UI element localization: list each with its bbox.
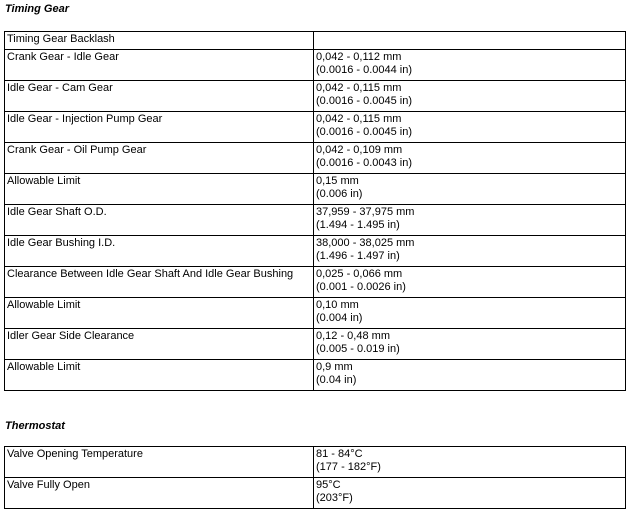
spec-value-imperial: (0.004 in)	[316, 312, 363, 324]
spec-value	[314, 298, 626, 329]
spec-value	[314, 236, 626, 267]
spec-value	[314, 329, 626, 360]
spec-value-imperial: (0.0016 - 0.0045 in)	[316, 95, 413, 107]
section-title-thermostat: Thermostat	[5, 420, 65, 432]
spec-value-imperial: (0.0016 - 0.0044 in)	[316, 64, 413, 76]
spec-value-metric: 38,000 - 38,025 mm	[316, 237, 415, 249]
table-row	[5, 81, 626, 112]
spec-value	[314, 32, 626, 50]
spec-value-imperial: (0.04 in)	[316, 374, 357, 386]
spec-value	[314, 174, 626, 205]
spec-value	[314, 447, 626, 478]
spec-value-imperial: (0.005 - 0.019 in)	[316, 343, 400, 355]
spec-label: Valve Fully Open	[5, 478, 314, 509]
spec-value-metric: 0,042 - 0,109 mm	[316, 144, 403, 156]
spec-value-imperial: (203°F)	[316, 492, 353, 504]
spec-label: Timing Gear Backlash	[5, 32, 314, 50]
spec-label: Idle Gear - Cam Gear	[5, 81, 314, 112]
spec-label: Crank Gear - Idle Gear	[5, 50, 314, 81]
spec-value-metric: 0,10 mm	[316, 299, 359, 311]
spec-value	[314, 81, 626, 112]
spec-label: Idle Gear Bushing I.D.	[5, 236, 314, 267]
spec-value-imperial: (0.0016 - 0.0043 in)	[316, 157, 413, 169]
spec-label: Idle Gear - Injection Pump Gear	[5, 112, 314, 143]
table-row	[5, 447, 626, 478]
spec-value-imperial: (177 - 182°F)	[316, 461, 381, 473]
spec-label: Crank Gear - Oil Pump Gear	[5, 143, 314, 174]
spec-value	[314, 143, 626, 174]
spec-label: Clearance Between Idle Gear Shaft And Idle Gear Bushing	[5, 267, 314, 298]
table-row	[5, 143, 626, 174]
spec-value-imperial: (1.496 - 1.497 in)	[316, 250, 400, 262]
spec-value	[314, 112, 626, 143]
spec-value-metric: 0,025 - 0,066 mm	[316, 268, 403, 280]
table-row	[5, 298, 626, 329]
spec-value-metric: 81 - 84°C	[316, 448, 363, 460]
table-row	[5, 478, 626, 509]
timing-gear-table	[4, 31, 626, 391]
table-row	[5, 205, 626, 236]
spec-value-imperial: (0.001 - 0.0026 in)	[316, 281, 406, 293]
table-row	[5, 32, 626, 50]
spec-value-metric: 0,042 - 0,112 mm	[316, 51, 402, 63]
spec-value-metric: 37,959 - 37,975 mm	[316, 206, 415, 218]
table-row	[5, 267, 626, 298]
table-row	[5, 174, 626, 205]
spec-label: Idler Gear Side Clearance	[5, 329, 314, 360]
spec-value-metric: 0,15 mm	[316, 175, 359, 187]
spec-label: Valve Opening Temperature	[5, 447, 314, 478]
table-row	[5, 329, 626, 360]
table-row	[5, 112, 626, 143]
spec-value-metric: 0,042 - 0,115 mm	[316, 82, 402, 94]
spec-label: Allowable Limit	[5, 298, 314, 329]
spec-value-imperial: (0.0016 - 0.0045 in)	[316, 126, 413, 138]
spec-value-metric: 0,9 mm	[316, 361, 353, 373]
spec-label: Allowable Limit	[5, 360, 314, 391]
spec-value	[314, 360, 626, 391]
table-row	[5, 236, 626, 267]
spec-value-metric: 0,12 - 0,48 mm	[316, 330, 390, 342]
spec-value	[314, 50, 626, 81]
section-title-timing-gear: Timing Gear	[5, 3, 69, 15]
table-row	[5, 360, 626, 391]
spec-value-imperial: (1.494 - 1.495 in)	[316, 219, 400, 231]
spec-value-metric: 95°C	[316, 479, 341, 491]
spec-value	[314, 205, 626, 236]
spec-value	[314, 478, 626, 509]
spec-value-metric: 0,042 - 0,115 mm	[316, 113, 402, 125]
spec-value	[314, 267, 626, 298]
table-row	[5, 50, 626, 81]
spec-label: Allowable Limit	[5, 174, 314, 205]
spec-label: Idle Gear Shaft O.D.	[5, 205, 314, 236]
thermostat-table	[4, 446, 626, 509]
spec-value-imperial: (0.006 in)	[316, 188, 363, 200]
